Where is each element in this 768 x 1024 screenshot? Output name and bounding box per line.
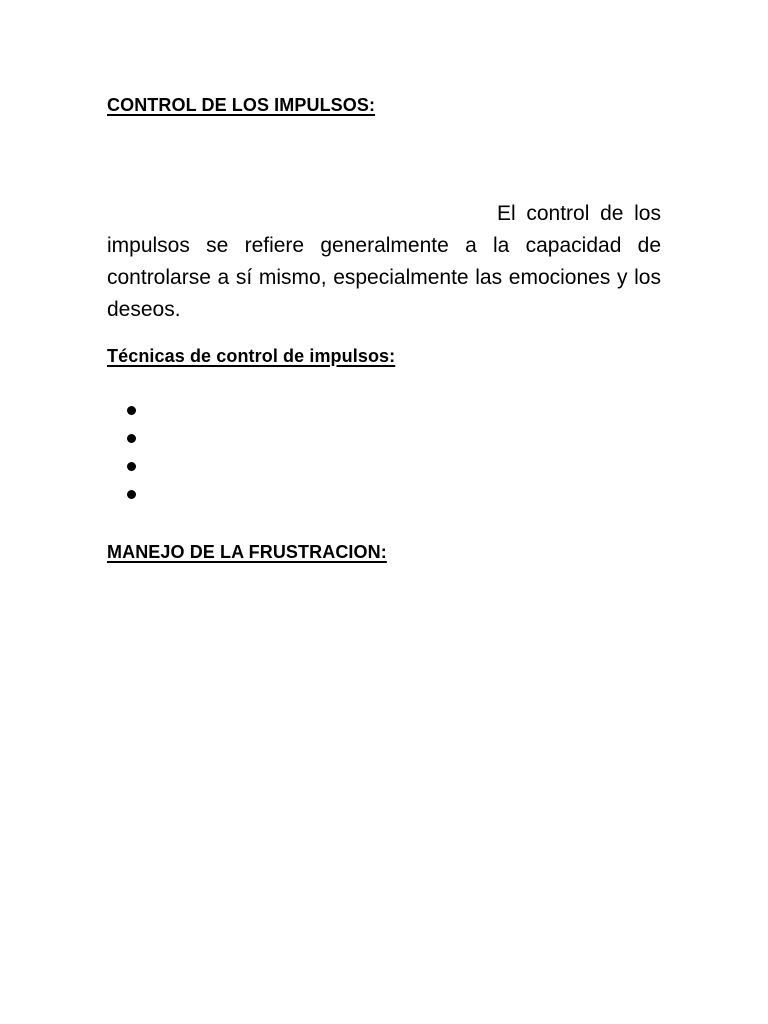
section-heading-frustration: MANEJO DE LA FRUSTRACION:	[107, 542, 387, 562]
subheading-techniques: Técnicas de control de impulsos:	[107, 346, 396, 366]
bullet-icon	[127, 490, 136, 499]
bullet-icon	[127, 462, 136, 471]
paragraph-text: El control de los impulsos se refiere generalmente a la capacidad de controlarse a sí mismo, especialmente las emociones y los deseos.	[107, 202, 661, 321]
body-paragraph	[107, 198, 661, 326]
bullet-icon	[127, 434, 136, 443]
bullet-icon	[127, 406, 136, 415]
section-heading-impulse-control: CONTROL DE LOS IMPULSOS:	[107, 95, 376, 115]
